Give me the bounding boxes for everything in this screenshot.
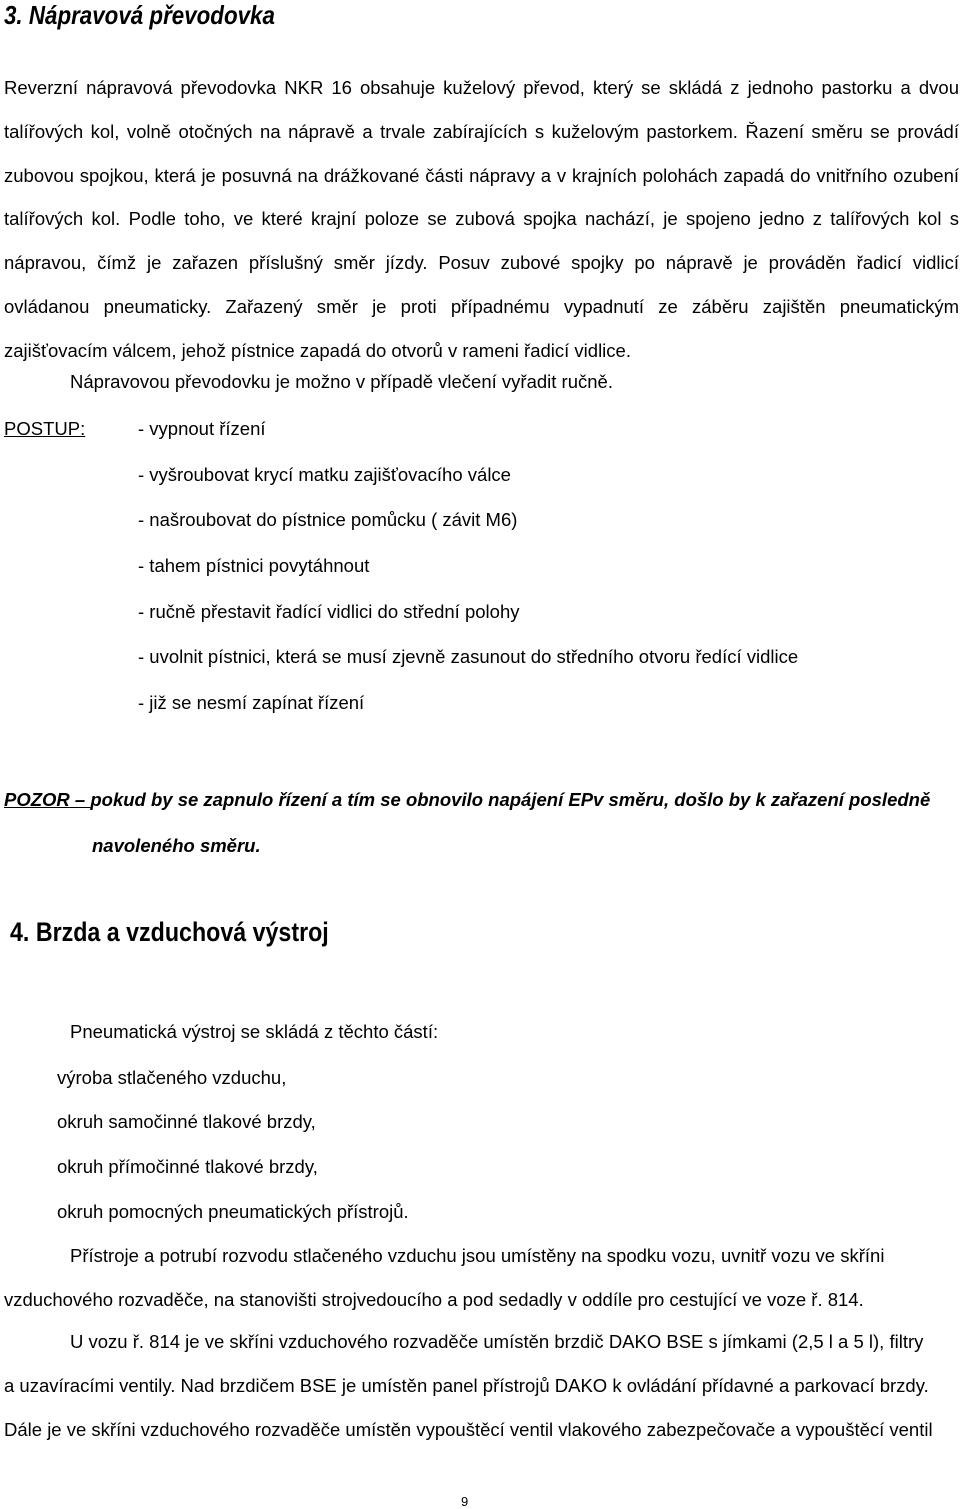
procedure-step: - ručně přestavit řadící vidlici do střední polohy (138, 600, 520, 622)
procedure-steps-list (138, 417, 798, 737)
paragraph-line: Dále je ve skříni vzduchového rozvaděče umístěn vypouštěcí ventil vlakového zabezpečovače a vypouštěcí ventil (4, 1418, 933, 1440)
pneumatic-intro: Pneumatická výstroj se skládá z těchto částí: (70, 1021, 439, 1042)
pneumatic-part: okruh přímočinné tlakové brzdy, (57, 1156, 318, 1177)
section-4-heading: 4. Brzda a vzduchová výstroj (10, 917, 329, 947)
warning-label: POZOR (4, 789, 70, 810)
warning-text: pokud by se zapnulo řízení a tím se obnovilo napájení EPv směru, došlo by k zařazení posledně (90, 789, 931, 810)
procedure-label: POSTUP: (4, 418, 86, 439)
paragraph-line: U vozu ř. 814 je ve skříni vzduchového rozvaděče umístěn brzdič DAKO BSE s jímkami (2,5 l a 5 l), filtry (70, 1331, 924, 1352)
section-4-paragraph-1 (4, 1234, 959, 1322)
procedure-step: - našroubovat do pístnice pomůcku ( závit M6) (138, 509, 518, 531)
pneumatic-part: okruh pomocných pneumatických přístrojů. (57, 1201, 409, 1222)
paragraph-line: Přístroje a potrubí rozvodu stlačeného vzduchu jsou umístěny na spodku vozu, uvnitř vozu ve skříni (70, 1245, 885, 1266)
paragraph-line: a uzavíracími ventily. Nad brzdičem BSE je umístěn panel přístrojů DAKO k ovládání přídavné a parkovací brzdy. (4, 1374, 929, 1396)
procedure-step: - vypnout řízení (138, 418, 266, 439)
section-3-paragraph-text: Reverzní nápravová převodovka NKR 16 obsahuje kuželový převod, který se skládá z jednoho pastorku a dvou talířových kol, volně otočných na nápravě a trvale zabírajících s kuželovým pastorkem. Řazení směru se provádí zubovou spojkou, která je posuvná na drážkované části nápravy a v krajních polohách zapadá do vnitřního ozubení talířových kol. Podle toho, ve které krajní poloze se zubová spojka nachází, je spojeno jedno z talířových kol s nápravou, čímž je zařazen příslušný směr jízdy. Posuv zubové spojky po nápravě je prováděn řadicí vidlicí ovládanou pneumaticky. Zařazený směr je proti případnému vypadnutí ze záběru zajištěn pneumatickým zajišťovacím válcem, jehož pístnice zapadá do otvorů v rameni řadicí vidlice. (4, 77, 959, 361)
warning-block (4, 777, 959, 869)
paragraph-line: vzduchového rozvaděče, na stanovišti strojvedoucího a pod sedadly v oddíle pro cestující ve voze ř. 814. (4, 1288, 864, 1310)
section-4-paragraph-2 (4, 1320, 959, 1451)
section-3-heading: 3. Nápravová převodovka (4, 0, 275, 30)
warning-dash: – (69, 789, 91, 810)
page-number: 9 (461, 1494, 469, 1509)
procedure-step: - tahem pístnici povytáhnout (138, 555, 370, 577)
section-3-paragraph (4, 66, 959, 373)
procedure-step: - vyšroubovat krycí matku zajišťovacího válce (138, 463, 511, 485)
pneumatic-part: okruh samočinné tlakové brzdy, (57, 1111, 316, 1132)
pneumatic-part: výroba stlačeného vzduchu, (57, 1067, 287, 1088)
procedure-step: - uvolnit pístnici, která se musí zjevně zasunout do středního otvoru ředící vidlice (138, 646, 799, 668)
manual-release-note: Nápravovou převodovku je možno v případě vlečení vyřadit ručně. (70, 371, 613, 392)
procedure-step: - již se nesmí zapínat řízení (138, 692, 365, 714)
warning-text-continuation: navoleného směru. (92, 835, 261, 856)
